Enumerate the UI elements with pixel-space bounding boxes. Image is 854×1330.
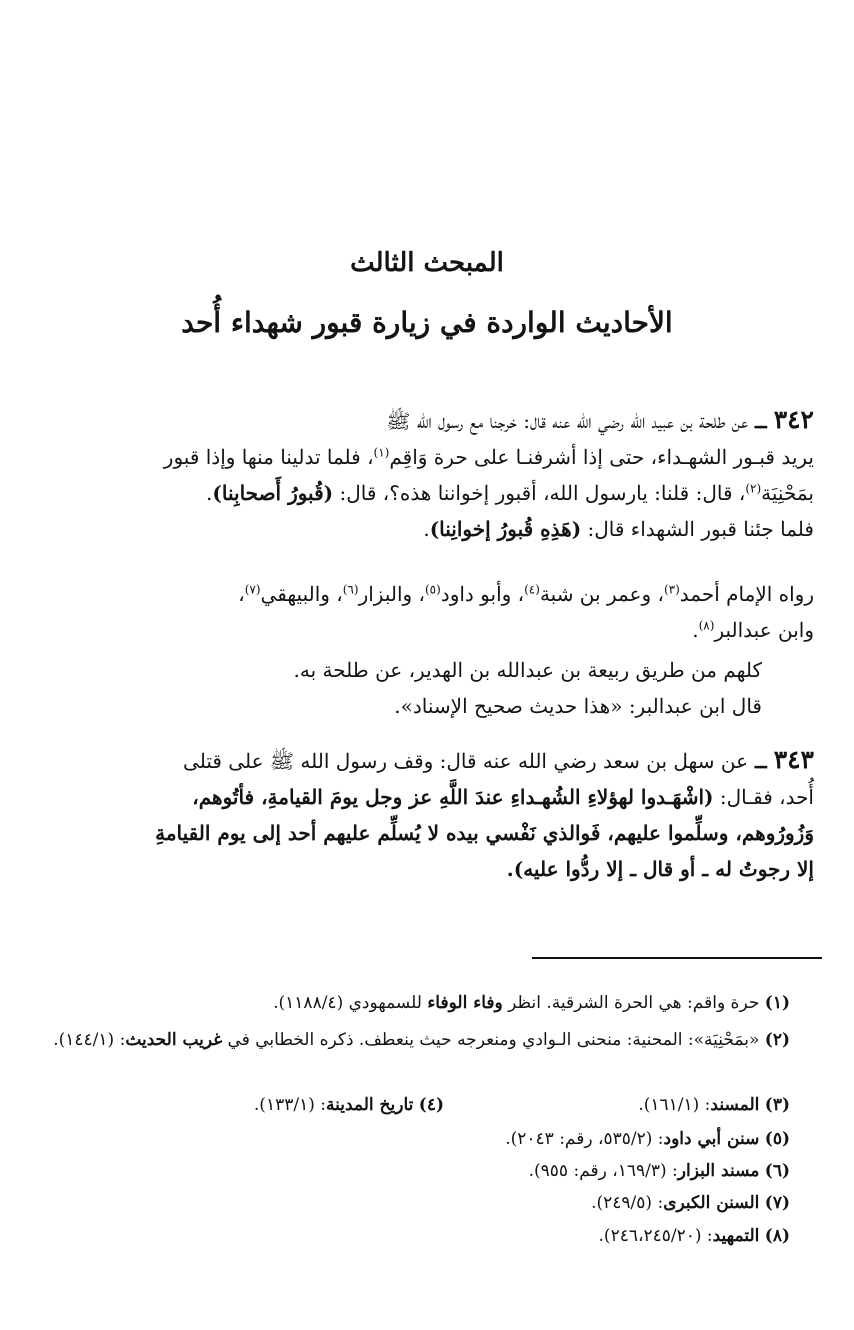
footnote-divider <box>532 957 822 959</box>
footnote-ref: (٢) <box>745 481 762 496</box>
hadith-342-line-1: ٣٤٢ ــ عن طلحة بن عبيد الله رضي الله عنه قال: خرجنا مع رسول الله ﷺ <box>386 405 814 434</box>
chapter-title: الأحاديث الواردة في زيارة قبور شهداء أُحد <box>181 306 673 339</box>
hadith-343-line-3: وَزُورُوهم، وسلِّموا عليهم، فَوالذي نَفْسي بيده لا يُسلِّم عليهم أحد إلى يوم القيامةِ <box>155 821 814 845</box>
footnote-2: (٢) «بمَحْنِيَة»: المحنية: منحنى الـوادي ومنعرجه حيث ينعطف. ذكره الخطابي في غريب الحديث: (١٤٤/١). <box>53 1030 790 1050</box>
footnote-ref: (٤) <box>524 582 540 597</box>
footnote-8: (٨) التمهيد: (٢٤٦،٢٤٥/٢٠). <box>598 1226 790 1246</box>
footnote-ref: (٣) <box>663 582 680 597</box>
hadith-343-line-4: إلا رجوتُ له ـ أو قال ـ إلا ردُّوا عليه). <box>506 857 814 881</box>
hadith-343-line-2: أُحد، فقـال: (اشْهَـدوا لهؤلاءِ الشُهـداءِ عندَ اللَّهِ عز وجل يومَ القيامةِ، فأتُوهم، <box>192 785 814 809</box>
footnote-3: (٣) المسند: (١٦١/١). <box>638 1095 790 1115</box>
hadith-342 <box>38 402 814 547</box>
footnote-7: (٧) السنن الكبرى: (٢٤٩/٥). <box>591 1193 790 1213</box>
footnote-ref: (٦) <box>342 582 359 597</box>
hadith-342-line-3: بمَحْنِيَة$^{(٢)}$، قال: قلنا: يارسول الله، أقبور إخواننا هذه؟، قال: (قُبورُ أَصحابِنا). <box>206 481 814 505</box>
prophetic-quote: (هَذِهِ قُبورُ إخوانِنا) <box>429 517 582 541</box>
hadith-343-line-1: ٣٤٣ ــ عن سهل بن سعد رضي الله عنه قال: وقف رسول الله ﷺ على قتلى <box>183 745 814 774</box>
grading: قال ابن عبدالبر: «هذا حديث صحيح الإسناد». <box>394 694 762 718</box>
hadith-number: ٣٤٢ <box>773 405 814 434</box>
hadith-343 <box>38 742 814 887</box>
chain-of-narration: كلهم من طريق ربيعة بن عبدالله بن الهدير، عن طلحة به. <box>293 658 762 682</box>
footnote-ref: (٥) <box>424 582 441 597</box>
footnote-4: (٤) تاريخ المدينة: (١٣٣/١). <box>253 1095 444 1115</box>
hadith-342-line-4: فلما جئنا قبور الشهداء قال: (هَذِهِ قُبورُ إخوانِنا). <box>423 517 814 541</box>
footnote-5: (٥) سنن أبي داود: (٥٣٥/٢، رقم: ٢٠٤٣). <box>505 1129 790 1149</box>
footnote-ref: (٨) <box>698 618 715 633</box>
footnote-ref: (٧) <box>244 582 261 597</box>
hadith-number: ٣٤٣ <box>773 745 814 774</box>
narration-sources: رواه الإمام أحمد$^{(٣)}$، وعمر بن شبة$^{(٤)}$، وأبو داود$^{(٥)}$، والبزار$^{(٦)}$، والبيهقي$^{(٧)}$، وابن عبدالبر$^{(٨)}$. <box>238 582 814 642</box>
prophetic-quote: (قُبورُ أَصحابِنا) <box>212 481 334 505</box>
hadith-342-line-2: يريد قبـور الشهـداء، حتى إذا أشرفنـا على حرة وَاقِم$^{(١)}$، فلما تدلينا منها وإذا قبور <box>163 445 814 469</box>
footnote-ref: (١) <box>373 445 390 460</box>
footnote-1: (١) حرة واقم: هي الحرة الشرقية. انظر وفاء الوفاء للسمهودي (١١٨٨/٤). <box>273 993 790 1013</box>
prophetic-quote: (اشْهَـدوا لهؤلاءِ الشُهـداءِ عندَ اللَّهِ عز وجل يومَ القيامةِ، فأتُوهم، <box>192 785 714 809</box>
section-heading: المبحث الثالث <box>350 248 504 278</box>
footnote-6: (٦) مسند البزار: (١٦٩/٣، رقم: ٩٥٥). <box>528 1161 790 1181</box>
